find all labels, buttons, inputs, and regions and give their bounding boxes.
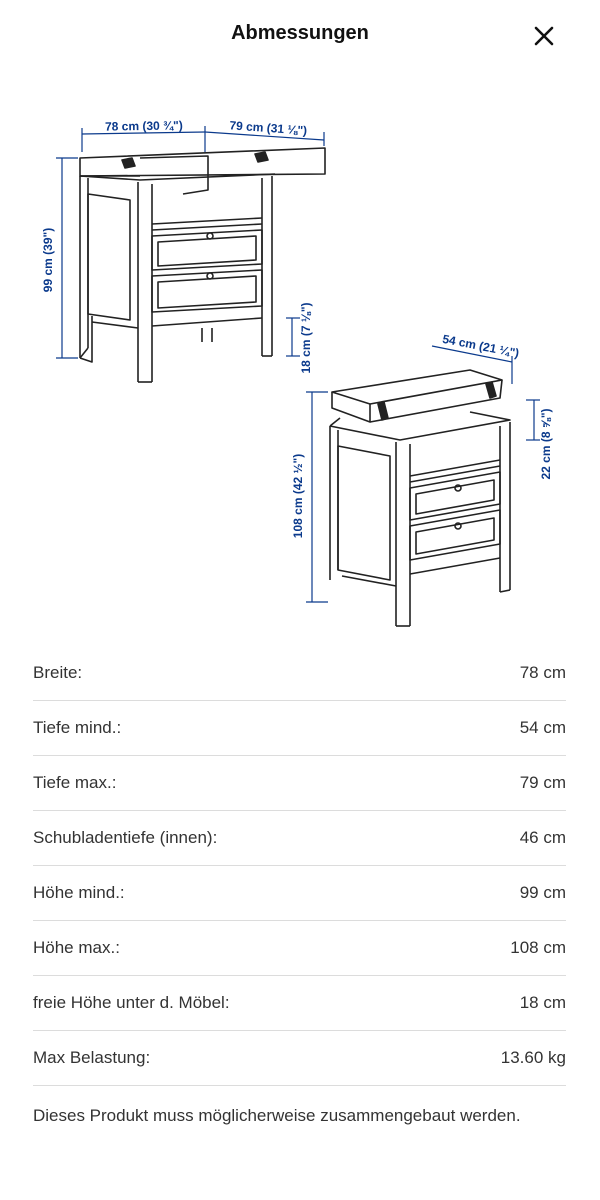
spec-row <box>33 1031 566 1086</box>
spec-value: 54 cm <box>519 718 566 737</box>
spec-value: 78 cm <box>519 663 566 682</box>
label-width: 78 cm (30 ¾") <box>104 118 183 134</box>
dimension-drawing-svg <box>0 100 600 640</box>
spec-row <box>33 646 566 701</box>
spec-value: 18 cm <box>519 993 566 1012</box>
spec-row <box>33 811 566 866</box>
spec-label: Max Belastung: <box>33 1048 151 1067</box>
close-icon <box>533 25 555 47</box>
dimension-drawing <box>0 100 600 640</box>
spec-value: 46 cm <box>519 828 566 847</box>
spec-value: 13.60 kg <box>500 1048 566 1067</box>
spec-label: Tiefe max.: <box>33 773 117 792</box>
changing-table-closed <box>330 370 510 626</box>
label-depth-max: 79 cm (31 ⅛") <box>229 118 308 138</box>
spec-value: 79 cm <box>519 773 566 792</box>
spec-label: Schubladentiefe (innen): <box>33 828 218 847</box>
spec-row <box>33 701 566 756</box>
spec-row <box>33 976 566 1031</box>
label-height-min: 99 cm (39") <box>41 227 55 293</box>
spec-label: Höhe mind.: <box>33 883 125 902</box>
label-height-max: 108 cm (42 ½") <box>291 453 305 539</box>
assembly-note: Dieses Produkt muss möglicherweise zusammengebaut werden. <box>33 1106 521 1125</box>
spec-label: Höhe max.: <box>33 938 120 957</box>
spec-value: 108 cm <box>510 938 566 957</box>
spec-label: freie Höhe unter d. Möbel: <box>33 993 230 1012</box>
spec-value: 99 cm <box>519 883 566 902</box>
page-title: Abmessungen <box>231 22 369 44</box>
spec-label: Tiefe mind.: <box>33 718 122 737</box>
label-depth-min: 54 cm (21 ¼") <box>441 331 521 361</box>
changing-table-open <box>80 148 325 382</box>
dimension-specs-list <box>33 646 566 1086</box>
label-clearance: 18 cm (7 ⅛") <box>299 302 313 374</box>
spec-row <box>33 866 566 921</box>
header <box>0 0 600 72</box>
spec-label: Breite: <box>33 663 83 682</box>
label-top-height: 22 cm (8 ⅝") <box>539 408 553 480</box>
spec-row <box>33 921 566 976</box>
close-button[interactable] <box>526 18 562 54</box>
spec-row <box>33 756 566 811</box>
